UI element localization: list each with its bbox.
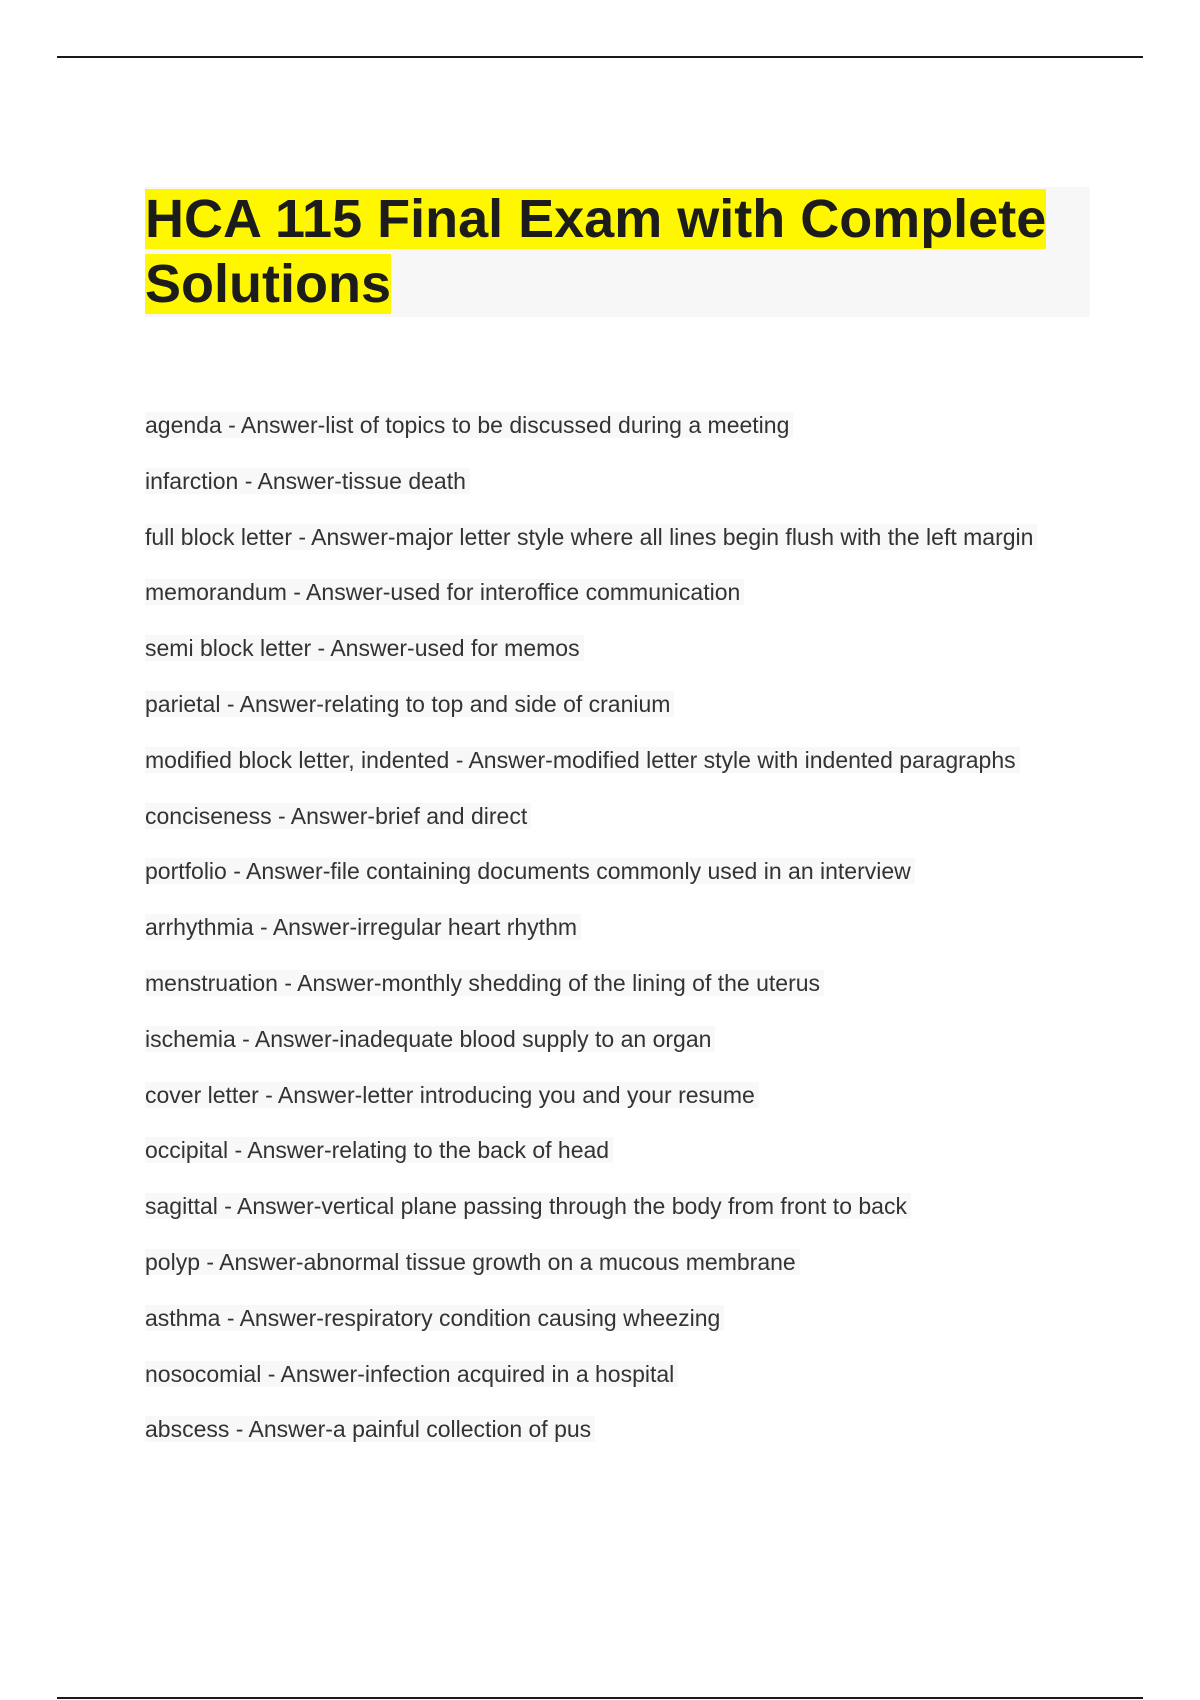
qa-item-text: nosocomial - Answer-infection acquired in a hospital [145, 1361, 678, 1387]
qa-item-text: asthma - Answer-respiratory condition causing wheezing [145, 1305, 724, 1331]
qa-item-text: memorandum - Answer-used for interoffice communication [145, 579, 744, 605]
qa-item [145, 1354, 1105, 1410]
qa-item [145, 1075, 1105, 1131]
qa-item-text: portfolio - Answer-file containing documents commonly used in an interview [145, 858, 915, 884]
qa-item-text: conciseness - Answer-brief and direct [145, 803, 531, 829]
qa-item-text: abscess - Answer-a painful collection of pus [145, 1416, 595, 1442]
qa-item-text: agenda - Answer-list of topics to be discussed during a meeting [145, 412, 793, 438]
qa-item [145, 1242, 1105, 1298]
qa-item [145, 740, 1105, 796]
top-rule [57, 56, 1143, 58]
qa-item [145, 963, 1105, 1019]
qa-item-text: parietal - Answer-relating to top and side of cranium [145, 691, 674, 717]
bottom-rule [57, 1697, 1143, 1699]
qa-item [145, 461, 1105, 517]
qa-item [145, 796, 1105, 852]
qa-item-text: ischemia - Answer-inadequate blood supply to an organ [145, 1026, 715, 1052]
qa-item-text: semi block letter - Answer-used for memos [145, 635, 584, 661]
qa-item [145, 405, 1105, 461]
qa-item [145, 1186, 1105, 1242]
qa-item-text: modified block letter, indented - Answer-modified letter style with indented paragraphs [145, 747, 1020, 773]
qa-item [145, 1409, 1105, 1465]
qa-item [145, 851, 1105, 907]
qa-item [145, 1019, 1105, 1075]
qa-item [145, 1298, 1105, 1354]
qa-item-text: full block letter - Answer-major letter style where all lines begin flush with the left margin [145, 524, 1037, 550]
qa-item [145, 628, 1105, 684]
document-title [145, 187, 1090, 317]
qa-item-text: cover letter - Answer-letter introducing you and your resume [145, 1082, 759, 1108]
qa-list [145, 405, 1105, 1465]
title-highlight: HCA 115 Final Exam with Complete Solutions [145, 189, 1047, 314]
title-block [145, 187, 1090, 317]
qa-item-text: polyp - Answer-abnormal tissue growth on a mucous membrane [145, 1249, 800, 1275]
qa-item-text: menstruation - Answer-monthly shedding of the lining of the uterus [145, 970, 824, 996]
qa-item [145, 907, 1105, 963]
qa-item-text: infarction - Answer-tissue death [145, 468, 470, 494]
qa-item-text: arrhythmia - Answer-irregular heart rhythm [145, 914, 581, 940]
qa-item [145, 684, 1105, 740]
qa-item-text: occipital - Answer-relating to the back of head [145, 1137, 613, 1163]
qa-item [145, 517, 1105, 573]
qa-item [145, 572, 1105, 628]
qa-item [145, 1130, 1105, 1186]
qa-item-text: sagittal - Answer-vertical plane passing through the body from front to back [145, 1193, 911, 1219]
